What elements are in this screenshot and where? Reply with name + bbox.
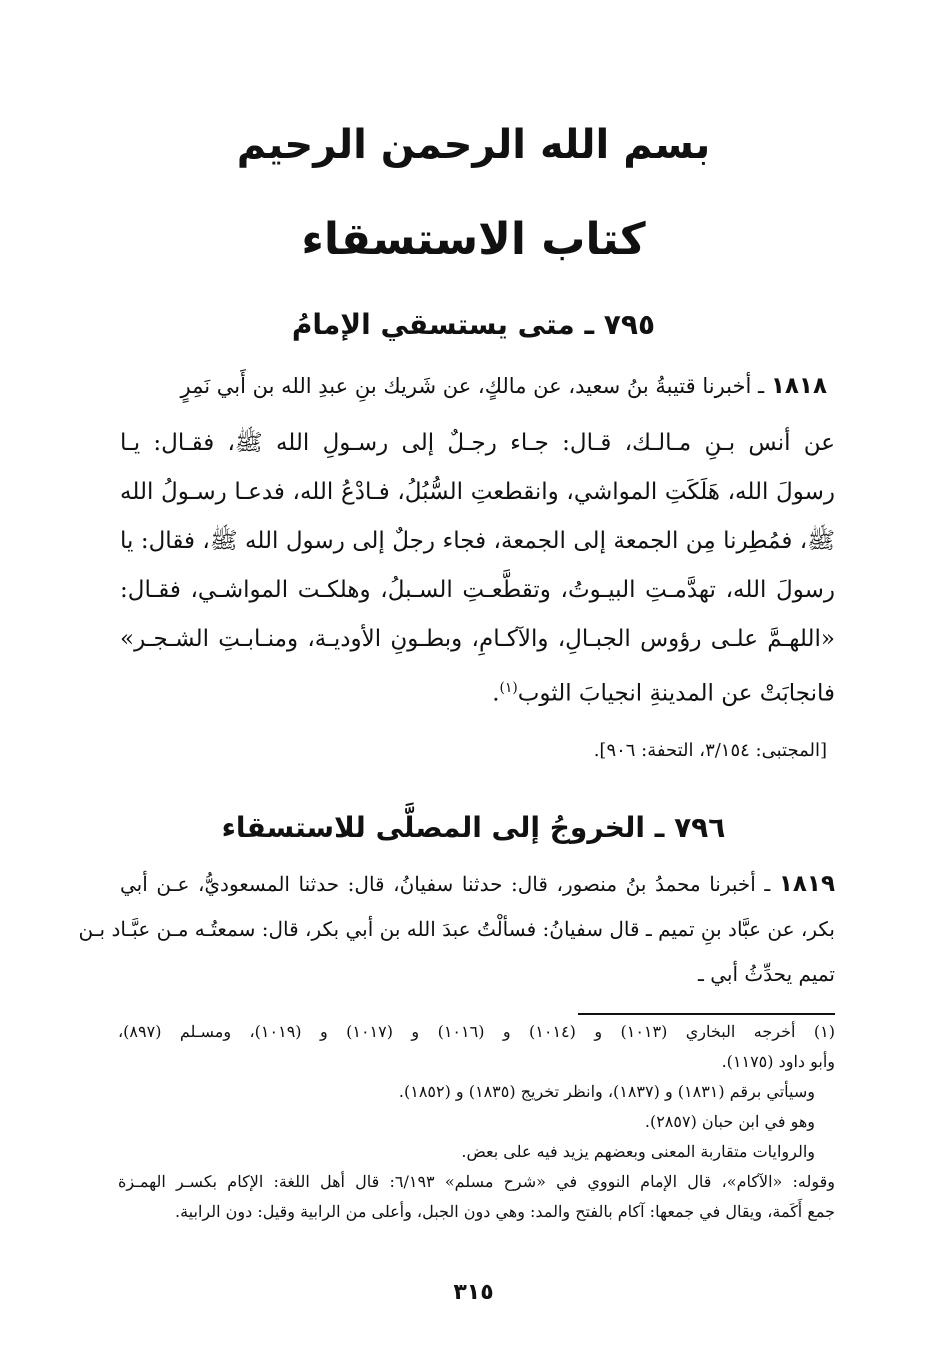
footnote-line: (١) أخرجه البخاري (١٠١٣) و (١٠١٤) و (١٠١٦) و (١٠١٧) و (١٠١٩)، ومسـلم (٨٩٧)،	[118, 1022, 835, 1041]
matn-line: عن أنس بـنِ مـالـك، قـال: جـاء رجـلٌ إلى رسـولِ الله ﷺ، فقـال: يـا	[120, 430, 835, 456]
page-number: ٣١٥	[453, 1280, 494, 1305]
matn-line: ﷺ، فمُطِرنا مِن الجمعة إلى الجمعة، فجاء رجلٌ إلى رسول الله ﷺ، فقال: يا	[120, 528, 835, 554]
hadith-1818-isnad	[120, 366, 827, 406]
matn-line: «اللهـمَّ علـى رؤوس الجبـالِ، والآكـامِ، وبطـونِ الأوديـة، ومنـابـتِ الشـجـر»	[120, 626, 835, 652]
isnad-line: بكر، عن عبَّاد بنِ تميم ـ قال سفيانُ: فسألْتُ عبدَ الله بن أبي بكر، قال: سمعتُـه مـن عبَّـاد بـن	[78, 917, 835, 941]
book-title: كتاب الاستسقاء	[301, 214, 646, 265]
matn-line: رسولَ الله، تهدَّمـتِ البيـوتُ، وتقطَّعـتِ السـبلُ، وهلكـت المواشـي، فقـال:	[120, 577, 835, 603]
footnotes	[118, 1017, 835, 1227]
chapter-heading-795: ٧٩٥ ـ متى يستسقي الإمامُ	[291, 308, 656, 341]
hadith-1818-reference: [المجتبى: ٣/١٥٤، التحفة: ٩٠٦].	[593, 740, 827, 761]
footnote-line: وسيأتي برقم (١٨٣١) و (١٨٣٧)، وانظر تخريج (١٨٣٥) و (١٨٥٢).	[398, 1082, 815, 1101]
matn-line-last: فانجابَتْ عن المدينةِ انجيابَ الثوب$^{(١)}$.	[492, 680, 835, 707]
matn-line: رسولَ الله، هَلَكَتِ المواشي، وانقطعتِ السُّبُلُ، فـادْعُ الله، فدعـا رسـولُ الله	[120, 479, 835, 505]
hadith-number-1818: ١٨١٨	[770, 373, 827, 399]
chapter-heading-796: ٧٩٦ ـ الخروجُ إلى المصلَّى للاستسقاء	[221, 811, 726, 844]
footnote-marker[interactable]: (١)	[499, 680, 518, 696]
footnote-line: والروايات متقاربة المعنى وبعضهم يزيد فيه على بعض.	[461, 1142, 815, 1161]
footnote-separator	[578, 1013, 835, 1015]
matn-line-text: فانجابَتْ عن المدينةِ انجيابَ الثوب	[517, 680, 835, 707]
footnote-line: وأبو داود (١١٧٥).	[721, 1052, 835, 1071]
hadith-1818-isnad-text: ـ أخبرنا قتيبةُ بنُ سعيد، عن مالكٍ، عن شَريك بنِ عبدِ الله بن أَبي نَمِرٍ	[180, 374, 765, 398]
isnad-line: تميم يحدِّثُ أبي ـ	[697, 962, 835, 986]
hadith-1818-matn	[120, 419, 835, 719]
footnote-line: وهو في ابن حبان (٢٨٥٧).	[644, 1112, 815, 1131]
basmala: بسم الله الرحمن الرحيم	[236, 122, 711, 168]
footnote-line: وقوله: «الآكام»، قال الإمام النووي في «شرح مسلم» ٦/١٩٣: قال أهل اللغة: الإكام بكسـر الهمـزة	[118, 1172, 836, 1191]
footnote-line: جمع أَكَمة، ويقال في جمعها: آكام بالفتح والمد: وهي دون الجبل، وأعلى من الرابية وقيل: دون الرابية.	[175, 1202, 835, 1221]
hadith-1819	[78, 862, 836, 997]
isnad-line	[120, 862, 835, 907]
isnad-line-text: ـ أخبرنا محمدُ بنُ منصور، قال: حدثنا سفيانُ، قال: حدثنا المسعوديُّ، عـن أبي	[120, 872, 771, 896]
hadith-number-1819: ١٨١٩	[778, 871, 836, 897]
